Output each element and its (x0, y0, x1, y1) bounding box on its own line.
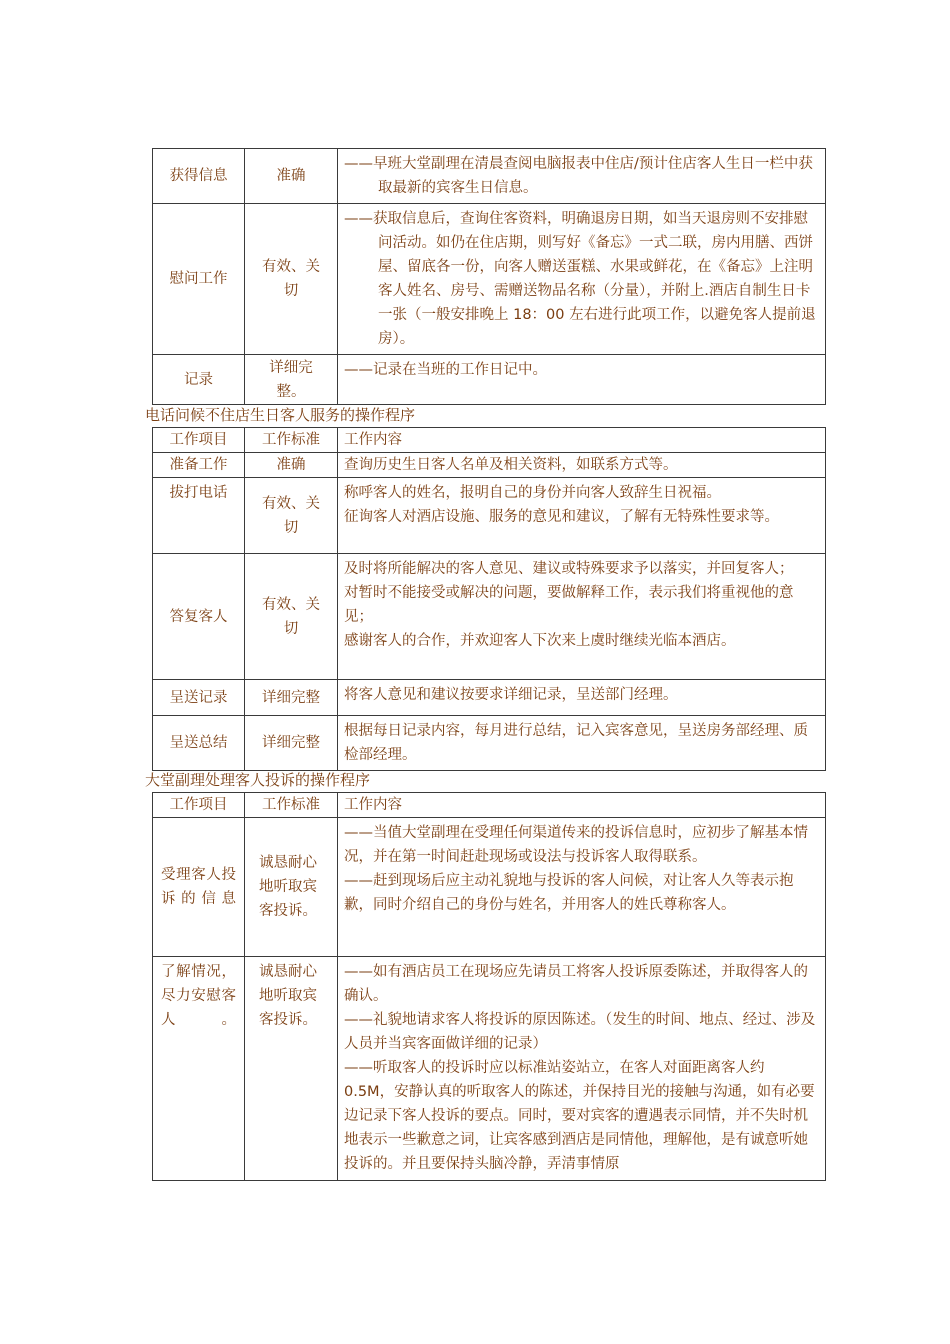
section-title: 大堂副理处理客人投诉的操作程序 (145, 771, 371, 789)
content-cell: 及时将所能解决的客人意见、建议或特殊要求予以落实，并回复客人； 对暂时不能接受或解决的问题，要做解释工作，表示我们将重视他的意见； 感谢客人的合作，并欢迎客人下次来上虞时继续光临本酒店。 (338, 554, 826, 680)
table-row (153, 818, 826, 957)
table-row (153, 716, 826, 771)
item-cell: 拔打电话 (153, 478, 245, 554)
header-standard: 工作标准 (245, 428, 338, 453)
item-cell: 呈送记录 (153, 680, 245, 716)
standard-cell: 准确 (245, 149, 338, 204)
table-row (153, 204, 826, 355)
standard-cell: 有效、关切 (245, 478, 338, 554)
header-standard: 工作标准 (245, 793, 338, 818)
table-header-row (153, 793, 826, 818)
standard-cell: 诚恳耐心地听取宾客投诉。 (245, 957, 338, 1181)
header-item: 工作项目 (153, 428, 245, 453)
content-cell: 根据每日记录内容，每月进行总结，记入宾客意见，呈送房务部经理、质检部经理。 (338, 716, 826, 771)
standard-cell: 有效、关切 (245, 204, 338, 355)
content-cell: ——获取信息后，查询住客资料，明确退房日期，如当天退房则不安排慰问活动。如仍在住店期，则写好《备忘》一式二联，房内用膳、西饼屋、留底各一份，向客人赠送蛋糕、水果或鲜花，在《备忘》上注明客人姓名、房号、需赠送物品名称（分量），并附上.酒店自制生日卡一张（一般安排晚上 18：00 左右进行此项工作，以避免客人提前退房）。 (338, 204, 826, 355)
birthday-phone-table (152, 427, 826, 771)
standard-cell: 详细完整 (245, 680, 338, 716)
table-row (153, 149, 826, 204)
content-cell: 查询历史生日客人名单及相关资料，如联系方式等。 (338, 453, 826, 478)
item-cell: 慰问工作 (153, 204, 245, 355)
table-row (153, 957, 826, 1181)
standard-cell: 详细完整 (245, 716, 338, 771)
content-cell: 将客人意见和建议按要求详细记录，呈送部门经理。 (338, 680, 826, 716)
birthday-inhouse-table (152, 148, 826, 405)
content-cell: ——当值大堂副理在受理任何渠道传来的投诉信息时，应初步了解基本情况，并在第一时间赶赴现场或设法与投诉客人取得联系。 ——赶到现场后应主动礼貌地与投诉的客人问候，对让客人久等表示抱歉，同时介绍自己的身份与姓名，并用客人的姓氏尊称客人。 (338, 818, 826, 957)
item-cell: 答复客人 (153, 554, 245, 680)
content-cell: ——记录在当班的工作日记中。 (338, 355, 826, 405)
table-row (153, 355, 826, 405)
item-cell: 了解情况，尽力安慰客人。 (153, 957, 245, 1181)
table-row (153, 478, 826, 554)
standard-cell: 详细完整。 (245, 355, 338, 405)
table-row (153, 453, 826, 478)
item-cell: 呈送总结 (153, 716, 245, 771)
content-cell: ——如有酒店员工在现场应先请员工将客人投诉原委陈述，并取得客人的确认。 ——礼貌地请求客人将投诉的原因陈述。（发生的时间、地点、经过、涉及人员并当宾客面做详细的记录） ——听取客人的投诉时应以标准站姿站立，在客人对面距离客人约 0.5M，安静认真的听取客人的陈述，并保持目光的接触与沟通，如有必要边记录下客人投诉的要点。同时，要对宾客的遭遇表示同情，并不失时机地表示一些歉意之词，让宾客感到酒店是同情他，理解他，是有诚意听她投诉的。并且要保持头脑冷静，弄清事情原 (338, 957, 826, 1181)
standard-cell: 诚恳耐心地听取宾客投诉。 (245, 818, 338, 957)
header-content: 工作内容 (338, 793, 826, 818)
complaint-table (152, 792, 826, 1181)
content-cell: ——早班大堂副理在清晨查阅电脑报表中住店/预计住店客人生日一栏中获取最新的宾客生日信息。 (338, 149, 826, 204)
item-cell: 受理客人投诉的信息 (153, 818, 245, 957)
item-cell: 准备工作 (153, 453, 245, 478)
item-cell: 获得信息 (153, 149, 245, 204)
standard-cell: 有效、关切 (245, 554, 338, 680)
table-row (153, 680, 826, 716)
header-item: 工作项目 (153, 793, 245, 818)
standard-cell: 准确 (245, 453, 338, 478)
section-title: 电话问候不住店生日客人服务的操作程序 (145, 406, 416, 424)
table-header-row (153, 428, 826, 453)
table-row (153, 554, 826, 680)
item-cell: 记录 (153, 355, 245, 405)
header-content: 工作内容 (338, 428, 826, 453)
content-cell: 称呼客人的姓名，报明自己的身份并向客人致辞生日祝福。 征询客人对酒店设施、服务的意见和建议，了解有无特殊性要求等。 (338, 478, 826, 554)
